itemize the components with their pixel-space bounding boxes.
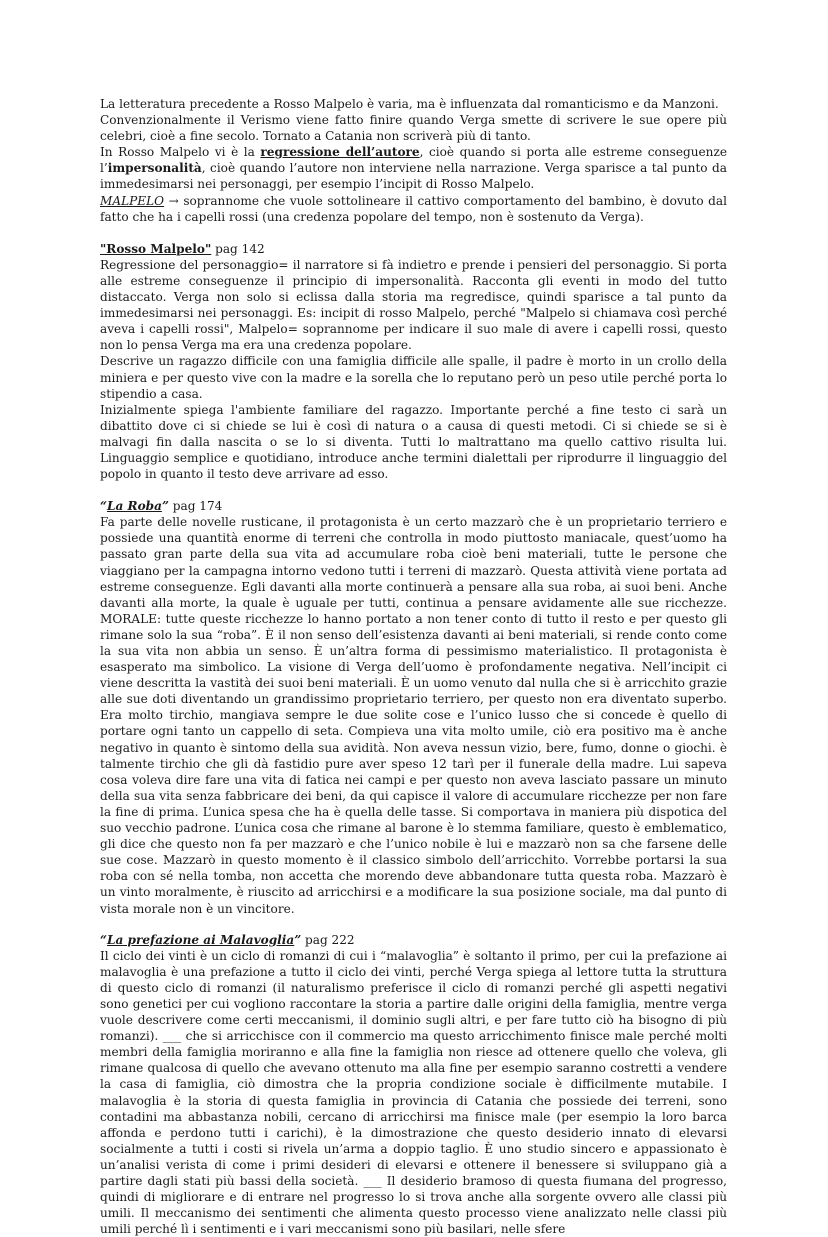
rosso-malpelo-body-2: Descrive un ragazzo difficile con una famiglia difficile alle spalle, il padre è morto in un crollo della miniera e per questo vive con la madre e la sorella che lo reputano però un peso utile perché porta lo stipendio a casa. (100, 354, 727, 401)
intro-paragraph-1: La letteratura precedente a Rosso Malpelo è varia, ma è influenzata dal romanticismo e da Manzoni. (100, 97, 719, 111)
prefazione-title: La prefazione ai Malavoglia (106, 932, 295, 947)
intro-text: In Rosso Malpelo vi è la (100, 145, 261, 160)
rosso-malpelo-body-3: Inizialmente spiega l'ambiente familiare del ragazzo. Importante perché a fine testo ci sarà un dibattito dove ci si chiede se lui è così di natura o a causa di questi metodi. Ci si chiede se si è malvagi fin dalla nascita o se lo si diventa. Tutti lo maltrattano ma quello cattivo risulta lui. Linguaggio semplice e quotidiano, introduce anche termini dialettali per riprodurre il linguaggio del popolo in quanto il testo deve arrivare ad esso. (100, 402, 727, 482)
intro-paragraph-4 (100, 193, 727, 225)
document-page (100, 96, 727, 1237)
spacer (100, 225, 727, 241)
la-roba-heading (100, 498, 727, 514)
la-roba-page: pag 174 (168, 499, 223, 514)
impersonalita-term: impersonalità (107, 161, 202, 176)
rosso-malpelo-body-1: Regressione del personaggio= il narratore si fà indietro e prende i pensieri del personaggio. Si porta alle estreme conseguenze il principio di impersonalità. Racconta gli eventi in modo del tutto distaccato. Verga non solo si eclissa dalla storia ma regredisce, quindi sparisce a tal punto da immedesimarsi nei personaggi. Es: incipit di rosso Malpelo, perché "Malpelo si chiamava così perché aveva i capelli rossi", Malpelo= soprannome per indicare il suo male di avere i capelli rossi, questo non lo pensa Verga ma era una credenza popolare. (100, 257, 727, 353)
intro-text: , cioè quando si porta alle estreme conseguenze l’ (100, 145, 727, 176)
rosso-malpelo-heading (100, 241, 727, 257)
rosso-malpelo-title: "Rosso Malpelo" (100, 241, 212, 256)
intro-paragraph-3 (100, 144, 727, 192)
prefazione-quote-close: ” (294, 932, 302, 947)
la-roba-title: La Roba (106, 499, 162, 514)
spacer (100, 482, 727, 498)
la-roba-quote-close: ” (161, 499, 169, 514)
la-roba-body: Fa parte delle novelle rusticane, il protagonista è un certo mazzarò che è un proprietario terriero e possiede una quantità enorme di terreni che controlla in modo piuttosto maniacale, quest’uomo ha passato gran parte della sua vita ad accumulare roba cioè beni materiali, tutte le persone che viaggiano per la campagna intorno vedono tutti i terreni di mazzarò. Questa attività viene portata ad estreme conseguenze. Egli davanti alla morte continuerà a pensare alla sua roba, ai suoi beni. Anche davanti alla morte, la quale è uguale per tutti, continua a pensare avidamente alle sue ricchezze. MORALE: tutte queste ricchezze lo hanno portato a non tener conto di tutto il resto e per questo gli rimane solo la sua “roba”. È il non senso dell’esistenza davanti ai beni materiali, si rende conto come la sua vita non abbia un senso. È un’altra forma di pessimismo materialistico. Il protagonista è esasperato ma simbolico. La visione di Verga dell’uomo è profondamente negativa. Nell’incipit ci viene descritta la vastità dei suoi beni materiali. È un uomo venuto dal nulla che si è arricchito grazie alle sue doti diventando un grandissimo proprietario terriero, per questo non era diventato superbo. Era molto tirchio, mangiava sempre le due solite cose e l’unico lusso che si concede è quello di portare ogni tanto un cappello di seta. Compieva una vita molto umile, ciò era positivo ma è anche negativo in quanto è sintomo della sua avidità. Non aveva nessun vizio, bere, fumo, donne o giochi. è talmente tirchio che gli dà fastidio pure aver speso 12 tarì per il funerale della madre. Lui sapeva cosa voleva dire fare una vita di fatica nei campi e per questo non aveva lasciato passare un minuto della sua vita senza fabbricare dei beni, da qui capisce il valore di accumulare ricchezze per non fare la fine di prima. L’unica spesa che ha è quella delle tasse. Si comportava in maniera più dispotica del suo vecchio padrone. L’unica cosa che rimane al barone è lo stemma familiare, questo è emblematico, gli dice che questo non fa per mazzarò e che l’unico nobile è lui e mazzarò non sa che farsene delle sue cose. Mazzarò in questo momento è il classico simbolo dell’arricchito. Vorrebbe portarsi la sua roba con sé nella tomba, non accetta che morendo deve abbandonare tutta questa roba. Mazzarò è un vinto moralmente, è riuscito ad arricchirsi e a modificare la sua posizione sociale, ma dal punto di vista morale non è un vincitore. (100, 515, 727, 916)
la-roba-quote-open: “ (100, 499, 107, 514)
prefazione-quote-open: “ (100, 932, 107, 947)
rosso-malpelo-page: pag 142 (211, 241, 265, 256)
spacer (100, 917, 727, 932)
intro-text: → soprannome che vuole sottolineare il cattivo comportamento del bambino, è dovuto dal fatto che ha i capelli rossi (una credenza popolare del tempo, non è sostenuto da Verga). (100, 193, 727, 224)
prefazione-page: pag 222 (301, 932, 355, 947)
prefazione-heading (100, 932, 727, 948)
intro-text: , cioè quando l’autore non interviene nella narrazione. Verga sparisce a tal punto da immedesimarsi nei personaggi, per esempio l’incipit di Rosso Malpelo. (100, 161, 727, 192)
malpelo-term: MALPELO (100, 193, 165, 208)
regressione-term: regressione dell’autore (260, 145, 420, 160)
intro-paragraph-2: Convenzionalmente il Verismo viene fatto finire quando Verga smette di scrivere le sue opere più celebri, cioè a fine secolo. Tornato a Catania non scriverà più di tanto. (100, 113, 727, 144)
prefazione-body: Il ciclo dei vinti è un ciclo di romanzi di cui i “malavoglia” è soltanto il primo, per cui la prefazione ai malavoglia è una prefazione a tutto il ciclo dei vinti, perché Verga spiega al lettore tutta la struttura di questo ciclo di romanzi (il naturalismo preferisce il ciclo di romanzi perché gli aspetti negativi sono genetici per cui vogliono raccontare la storia a partire dalle origini della famiglia, mentre verga vuole descrivere come certi meccanismi, il dominio sugli altri, e per fare tutto ciò ha bisogno di più romanzi). ___ che si arricchisce con il commercio ma questo arricchimento finisce male perché molti membri della famiglia moriranno e alla fine la famiglia non riesce ad ottenere quello che voleva, gli rimane qualcosa di quello che avevano ottenuto ma alla fine per esempio saranno costretti a vendere la casa di famiglia, ciò dimostra che la propria condizione sociale è difficilmente mutabile. I malavoglia è la storia di questa famiglia in provincia di Catania che possiede dei terreni, sono contadini ma abbastanza nobili, cercano di arricchirsi ma finisce male (per esempio la loro barca affonda e perdono tutti i carichi), è la dimostrazione che questo desiderio innato di elevarsi socialmente a tutti i costi si rivela un’arma a doppio taglio. È uno studio sincero e appassionato è un’analisi verista di come i primi desideri di elevarsi e ottenere il benessere si sviluppano già a partire dagli stati più bassi della società. ___ Il desiderio bramoso di questa fiumana del progresso, quindi di migliorare e di entrare nel progresso lo si trova anche alla sorgente ovvero alle classi più umili. Il meccanismo dei sentimenti che alimenta questo processo viene analizzato nelle classi più umili perché lì i sentimenti e i vari meccanismi sono più basilari, nelle sfere (100, 948, 727, 1237)
